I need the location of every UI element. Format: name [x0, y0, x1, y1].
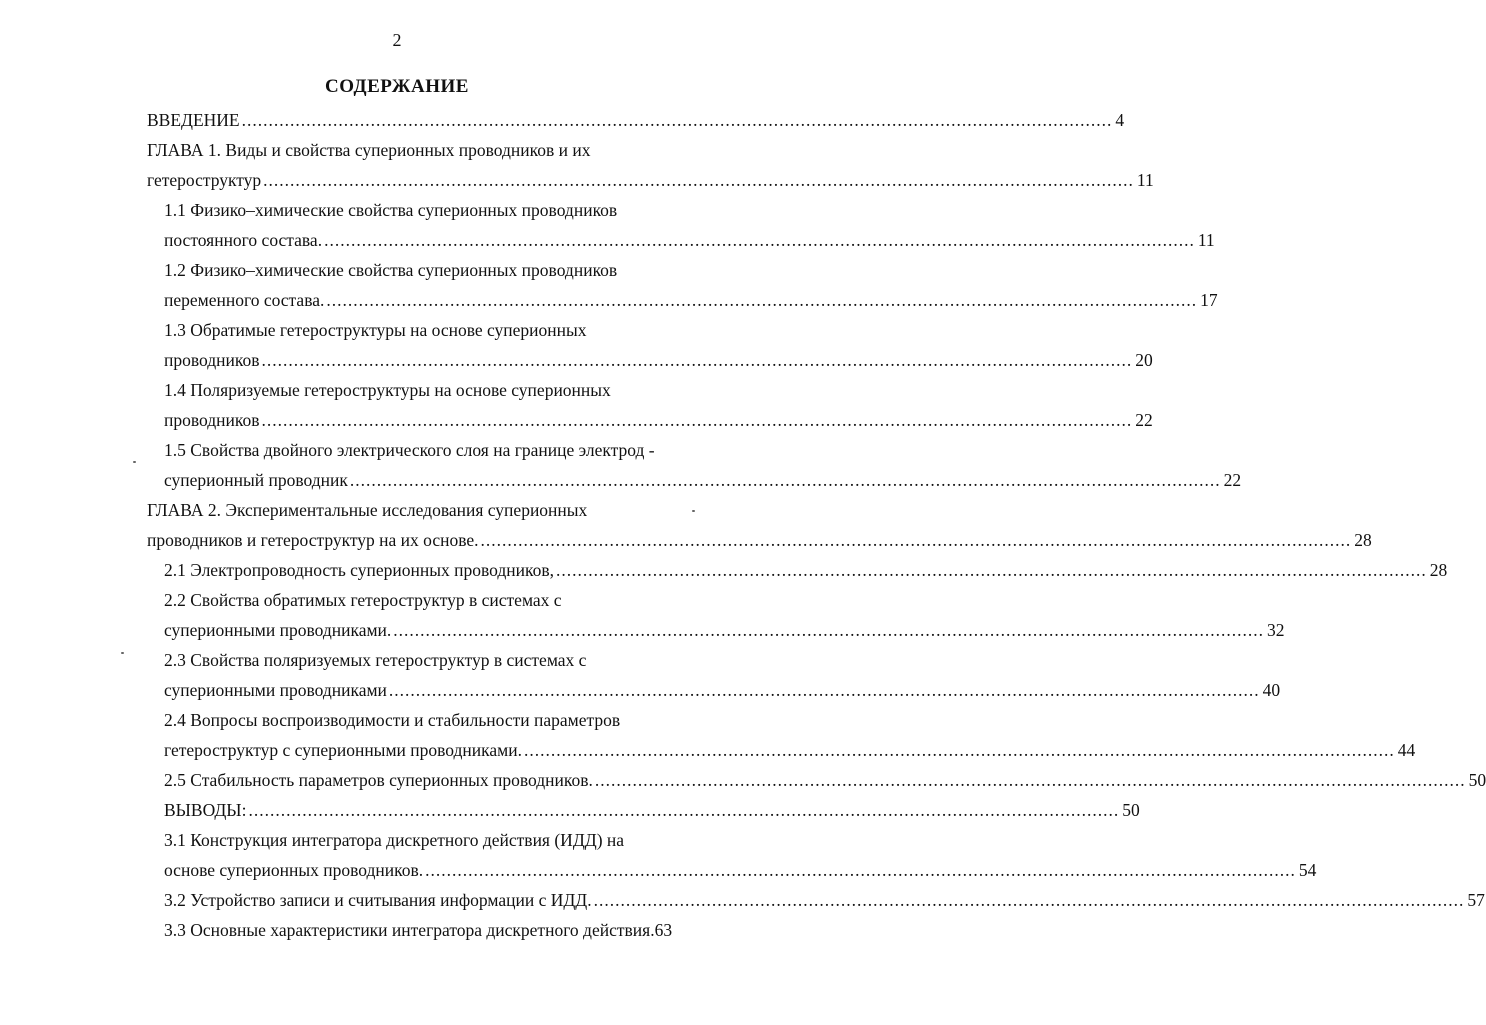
toc-entry-1-4-line1[interactable]: 1.4 Поляризуемые гетероструктуры на основе суперионных	[164, 380, 611, 400]
toc-entry-2-4[interactable]	[164, 735, 1416, 765]
toc-entry-introduction[interactable]	[147, 105, 1125, 135]
toc-leader-dots: ..................................................................................................................................................................	[263, 170, 1134, 190]
toc-page-number: 57	[1467, 890, 1485, 910]
toc-page-number: 17	[1200, 290, 1218, 310]
toc-entry-3-3[interactable]	[164, 915, 687, 945]
toc-entry-1-4[interactable]	[164, 405, 1153, 435]
toc-entry-text: 2.1 Электропроводность суперионных проводников,	[164, 560, 554, 580]
toc-entry-1-5-line1[interactable]: 1.5 Свойства двойного электрического слоя на границе электрод -	[164, 440, 655, 460]
toc-entry-chapter-2-line1[interactable]: ГЛАВА 2. Экспериментальные исследования суперионных	[147, 500, 588, 520]
toc-leader-dots: ..................................................................................................................................................................	[248, 800, 1120, 820]
toc-page-number: 54	[1298, 860, 1317, 880]
toc-entry-text: суперионный проводник	[164, 470, 348, 490]
toc-entry-chapter-1-line1[interactable]: ГЛАВА 1. Виды и свойства суперионных проводников и их	[147, 140, 591, 160]
toc-entry-chapter-1[interactable]	[147, 165, 1154, 195]
toc-leader-dots: ..................................................................................................................................................................	[594, 770, 1466, 790]
scan-speck	[121, 652, 124, 654]
toc-leader-dots: ..................................................................................................................................................................	[480, 530, 1352, 550]
toc-entry-text: суперионными проводниками	[164, 680, 387, 700]
toc-entry-text: 3.2 Устройство записи и считывания информации с ИДД.	[164, 890, 592, 910]
toc-entry-chapter-2[interactable]	[147, 525, 1372, 555]
toc-page-number: 11	[1197, 230, 1215, 250]
toc-page-number: 4	[1115, 110, 1125, 130]
toc-entry-text: проводников	[164, 350, 260, 370]
toc-entry-text: 3.3 Основные характеристики интегратора дискретного действия.	[164, 920, 655, 940]
toc-leader-dots: ..................................................................................................................................................................	[523, 740, 1395, 760]
toc-entry-text: 2.5 Стабильность параметров суперионных проводников.	[164, 770, 593, 790]
toc-entry-1-3[interactable]	[164, 345, 1153, 375]
toc-entry-text: ВВЕДЕНИЕ	[147, 110, 240, 130]
toc-page-number: 11	[1136, 170, 1154, 190]
toc-entry-3-1-line1[interactable]: 3.1 Конструкция интегратора дискретного действия (ИДД) на	[164, 830, 625, 850]
page-number: 2	[392, 30, 402, 50]
toc-entry-2-3-line1[interactable]: 2.3 Свойства поляризуемых гетероструктур в системах с	[164, 650, 587, 670]
toc-page-number: 40	[1262, 680, 1281, 700]
toc-entry-2-3[interactable]	[164, 675, 1281, 705]
toc-entry-text: суперионными проводниками.	[164, 620, 392, 640]
toc-leader-dots: ..................................................................................................................................................................	[393, 620, 1265, 640]
toc-entry-text: постоянного состава.	[164, 230, 323, 250]
toc-entry-text: переменного состава.	[164, 290, 325, 310]
toc-entry-2-2[interactable]	[164, 615, 1285, 645]
toc-entry-1-1-line1[interactable]: 1.1 Физико–химические свойства суперионных проводников	[164, 200, 618, 220]
page-title: СОДЕРЖАНИЕ	[325, 76, 469, 97]
toc-leader-dots: ..................................................................................................................................................................	[555, 560, 1427, 580]
toc-entry-text: ВЫВОДЫ:	[164, 800, 247, 820]
toc-leader-dots: ..................................................................................................................................................................	[241, 110, 1113, 130]
toc-page-number: 28	[1354, 530, 1372, 550]
toc-entry-1-2-line1[interactable]: 1.2 Физико–химические свойства суперионных проводников	[164, 260, 618, 280]
toc-entry-text: основе суперионных проводников.	[164, 860, 424, 880]
toc-entry-1-1[interactable]	[164, 225, 1215, 255]
toc-leader-dots: ..................................................................................................................................................................	[261, 350, 1133, 370]
toc-entry-1-5[interactable]	[164, 465, 1242, 495]
toc-entry-2-4-line1[interactable]: 2.4 Вопросы воспроизводимости и стабильности параметров	[164, 710, 621, 730]
toc-entry-1-2[interactable]	[164, 285, 1218, 315]
toc-leader-dots: ..................................................................................................................................................................	[425, 860, 1296, 880]
toc-page-number: 50	[1122, 800, 1140, 820]
scan-speck	[133, 461, 136, 463]
toc-page-number: 50	[1468, 770, 1486, 790]
scan-speck	[692, 510, 695, 512]
toc-page-number: 20	[1135, 350, 1153, 370]
toc-entry-3-1[interactable]	[164, 855, 1317, 885]
toc-leader-dots: ..................................................................................................................................................................	[326, 290, 1198, 310]
toc-leader-dots: ..................................................................................................................................................................	[388, 680, 1260, 700]
toc-entry-1-3-line1[interactable]: 1.3 Обратимые гетероструктуры на основе суперионных	[164, 320, 587, 340]
toc-leader-dots: ..................................................................................................................................................................	[261, 410, 1133, 430]
toc-entry-text: гетероструктур	[147, 170, 262, 190]
toc-page-number: 32	[1267, 620, 1285, 640]
toc-page-number: 22	[1223, 470, 1242, 490]
toc-entry-conclusions[interactable]	[164, 795, 1140, 825]
toc-entry-text: проводников	[164, 410, 260, 430]
toc-entry-text: проводников и гетероструктур на их основе.	[147, 530, 479, 550]
toc-entry-2-5[interactable]	[164, 765, 1486, 795]
toc-entry-2-2-line1[interactable]: 2.2 Свойства обратимых гетероструктур в системах с	[164, 590, 562, 610]
toc-leader-dots: ..................................................................................................................................................................	[593, 890, 1465, 910]
toc-page-number: 22	[1135, 410, 1153, 430]
toc-entry-2-1[interactable]	[164, 555, 1448, 585]
toc-leader-dots: ..................................................................................................................................................................	[324, 230, 1195, 250]
toc-page-number: 28	[1429, 560, 1448, 580]
toc-page-number: 63	[654, 920, 673, 940]
toc-entry-3-2[interactable]	[164, 885, 1485, 915]
toc-page-number: 44	[1397, 740, 1416, 760]
toc-entry-text: гетероструктур с суперионными проводниками.	[164, 740, 522, 760]
toc-leader-dots: ..................................................................................................................................................................	[349, 470, 1221, 490]
